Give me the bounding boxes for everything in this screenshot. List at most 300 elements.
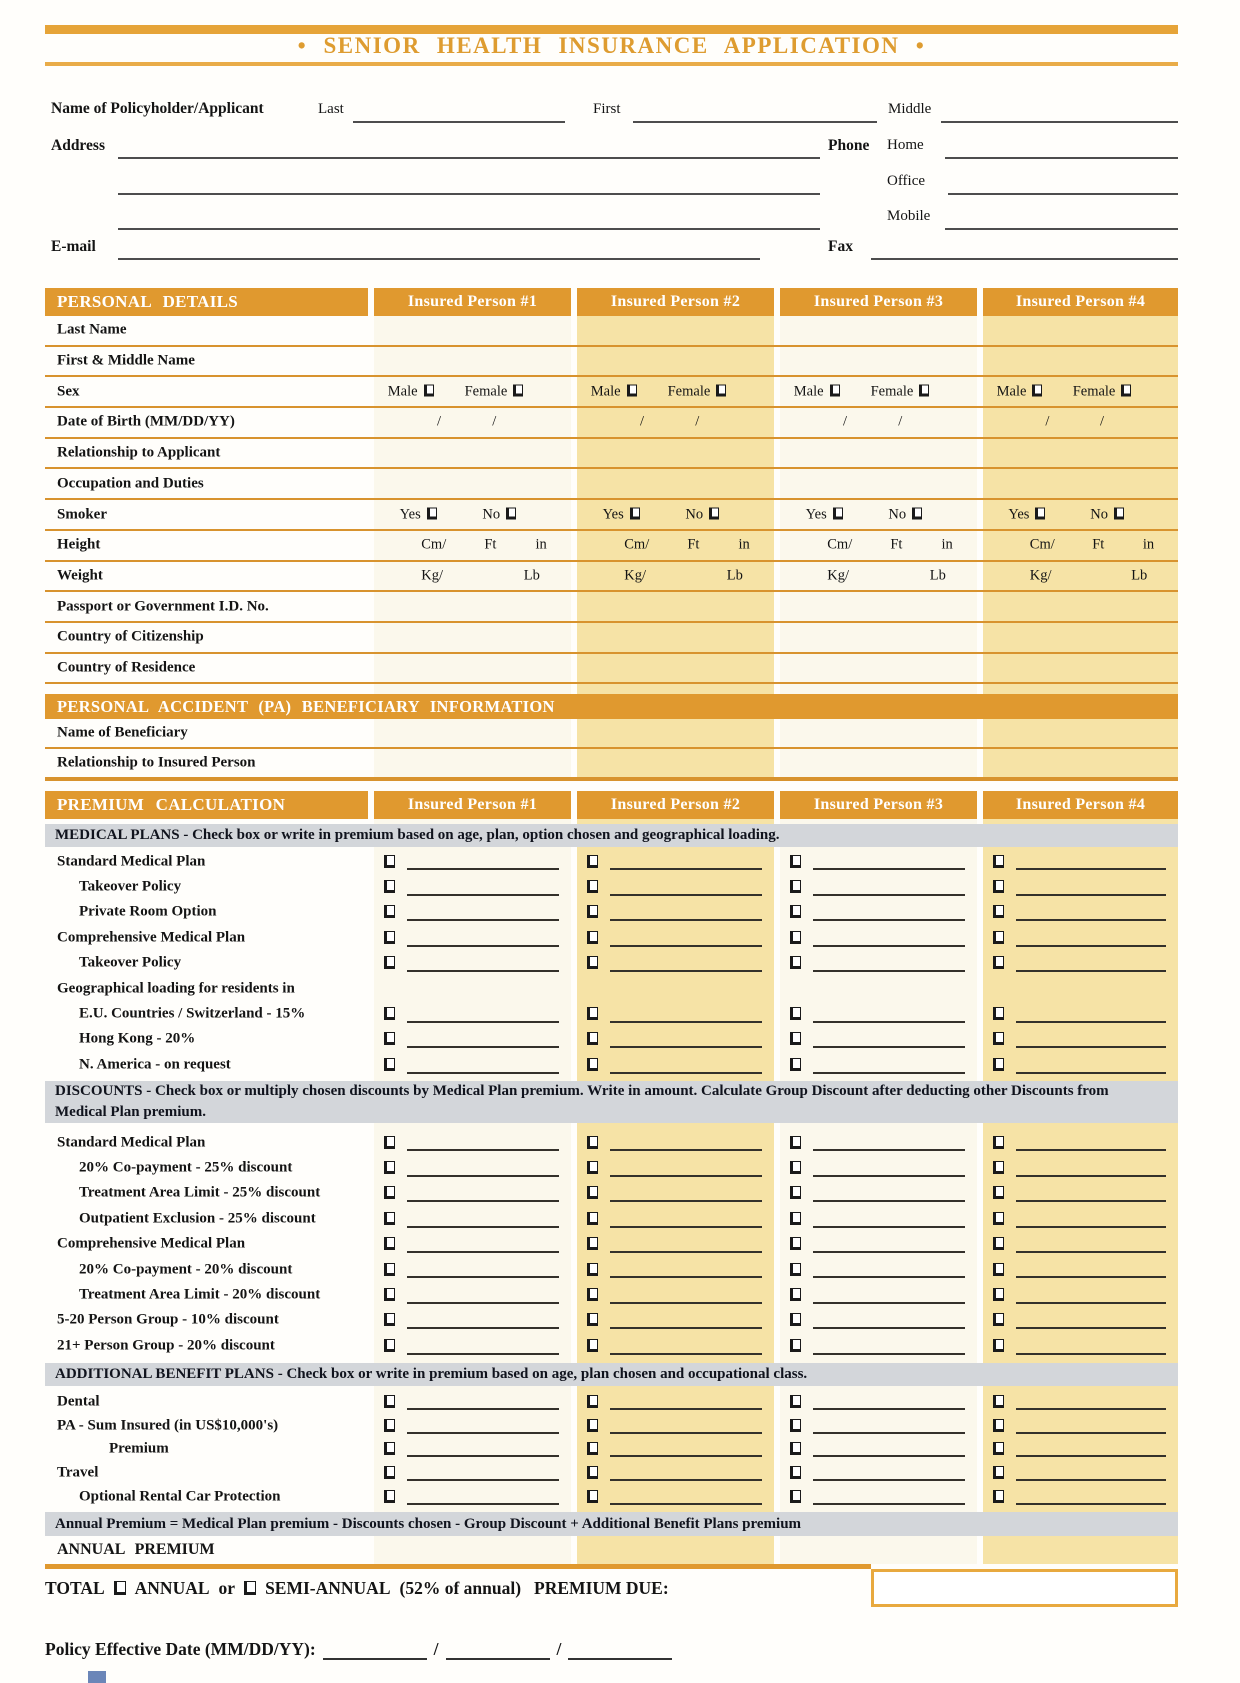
insured-person-4-cell <box>983 1181 1178 1206</box>
insured-person-1-cell <box>374 900 571 925</box>
checkbox-icon[interactable] <box>919 384 929 396</box>
address-line-3[interactable] <box>118 208 820 230</box>
write-in-line[interactable] <box>407 1302 559 1304</box>
insured-person-4-cell <box>983 1333 1178 1358</box>
checkbox-icon[interactable] <box>587 1212 598 1225</box>
checkbox-icon[interactable] <box>587 905 598 918</box>
write-in-line[interactable] <box>1016 1149 1166 1151</box>
checkbox-icon[interactable] <box>790 1161 801 1174</box>
write-in-line[interactable] <box>1016 1072 1166 1074</box>
row-treatment-area-limit-25-discount <box>45 1181 1178 1206</box>
write-in-line[interactable] <box>813 1408 965 1410</box>
checkbox-icon[interactable] <box>384 1032 395 1045</box>
checkbox-icon[interactable] <box>384 880 395 893</box>
checkbox-icon[interactable] <box>790 931 801 944</box>
checkbox-icon[interactable] <box>587 1186 598 1199</box>
row-country-of-residence <box>45 654 1178 685</box>
write-in-line[interactable] <box>610 1251 762 1253</box>
checkbox-icon[interactable] <box>993 880 1004 893</box>
checkbox-icon[interactable] <box>384 1419 395 1432</box>
write-in-line[interactable] <box>407 945 559 947</box>
date-separator: / <box>492 413 497 430</box>
insured-person-3-cell <box>780 849 977 874</box>
insured-person-1-cell <box>374 1308 571 1333</box>
checkbox-icon[interactable] <box>587 1466 598 1479</box>
insured-person-3-cell <box>780 439 977 468</box>
email-label: E-mail <box>51 238 96 255</box>
checkbox-icon[interactable] <box>830 384 840 396</box>
checkbox-icon[interactable] <box>627 384 637 396</box>
write-in-line[interactable] <box>1016 1021 1166 1023</box>
option-male <box>997 383 1043 400</box>
checkbox-icon[interactable] <box>709 507 719 519</box>
checkbox-icon[interactable] <box>790 1032 801 1045</box>
row-label: Dental <box>57 1393 100 1410</box>
write-in-line[interactable] <box>813 970 965 972</box>
row-dental <box>45 1390 1178 1414</box>
option-yes <box>400 506 437 523</box>
write-in-line[interactable] <box>407 1251 559 1253</box>
write-in-line[interactable] <box>407 1503 559 1505</box>
write-in-line[interactable] <box>407 970 559 972</box>
write-in-line[interactable] <box>407 1046 559 1048</box>
option-no <box>685 506 719 523</box>
address-line-2[interactable] <box>118 173 820 195</box>
insured-person-2-cell <box>577 1257 774 1282</box>
write-in-line[interactable] <box>610 1046 762 1048</box>
semi-annual-label: SEMI-ANNUAL <box>265 1577 391 1598</box>
write-in-line[interactable] <box>1016 1302 1166 1304</box>
row-label: Geographical loading for residents in <box>57 980 295 997</box>
write-in-line[interactable] <box>1016 868 1166 870</box>
premium-due-box[interactable] <box>871 1569 1178 1607</box>
checkbox-icon[interactable] <box>993 1466 1004 1479</box>
semi-annual-note: (52% of annual) <box>399 1577 522 1598</box>
row-name-of-beneficiary <box>45 719 1178 749</box>
checkbox-icon[interactable] <box>587 1395 598 1408</box>
checkbox-icon[interactable] <box>790 1288 801 1301</box>
write-in-line[interactable] <box>1016 1503 1166 1505</box>
unit-label: Cm/ <box>624 536 650 553</box>
option-label: No <box>685 506 704 523</box>
checkbox-icon[interactable] <box>427 507 437 519</box>
write-in-line[interactable] <box>610 1200 762 1202</box>
write-in-line[interactable] <box>1016 1276 1166 1278</box>
write-in-line[interactable] <box>610 1408 762 1410</box>
insured-person-3-cell <box>780 408 977 437</box>
unit-label: Ft <box>687 536 700 553</box>
insured-person-4-cell <box>983 1130 1178 1155</box>
insured-person-3-cell <box>780 951 977 976</box>
option-no <box>482 506 516 523</box>
option-label: Female <box>667 383 711 400</box>
checkbox-icon[interactable] <box>384 1313 395 1326</box>
write-in-line[interactable] <box>1016 1046 1166 1048</box>
middle-name-line[interactable] <box>941 101 1178 123</box>
row-treatment-area-limit-20-discount <box>45 1282 1178 1307</box>
checkbox-icon[interactable] <box>587 931 598 944</box>
write-in-line[interactable] <box>813 1251 965 1253</box>
insured-person-1-cell <box>374 1130 571 1155</box>
checkbox-icon[interactable] <box>587 880 598 893</box>
checkbox-icon[interactable] <box>993 956 1004 969</box>
checkbox-icon[interactable] <box>384 855 395 868</box>
personal-accident-pa-beneficiary-information-header: PERSONAL ACCIDENT (PA) BENEFICIARY INFORMATION <box>45 694 1178 719</box>
checkbox-icon[interactable] <box>384 1186 395 1199</box>
checkbox-icon[interactable] <box>506 507 516 519</box>
write-in-line[interactable] <box>813 1327 965 1329</box>
write-in-line[interactable] <box>813 868 965 870</box>
checkbox-icon[interactable] <box>384 1212 395 1225</box>
checkbox-icon[interactable] <box>790 1186 801 1199</box>
write-in-line[interactable] <box>1016 894 1166 896</box>
address-label: Address <box>51 137 105 154</box>
unit-label: in <box>1142 536 1155 553</box>
total-label: TOTAL <box>45 1577 105 1598</box>
checkbox-icon[interactable] <box>993 1263 1004 1276</box>
policy-date-year-line[interactable] <box>568 1640 672 1660</box>
write-in-line[interactable] <box>1016 970 1166 972</box>
checkbox-icon[interactable] <box>790 1339 801 1352</box>
checkbox-icon[interactable] <box>384 1490 395 1503</box>
insured-person-1-cell <box>374 1485 571 1509</box>
write-in-line[interactable] <box>813 1226 965 1228</box>
write-in-line[interactable] <box>813 1503 965 1505</box>
option-label: Male <box>387 383 418 400</box>
checkbox-icon[interactable] <box>790 1313 801 1326</box>
checkbox-icon[interactable] <box>790 1136 801 1149</box>
first-name-line[interactable] <box>633 101 877 123</box>
insured-person-1-header: Insured Person #1 <box>374 791 571 819</box>
write-in-line[interactable] <box>610 1353 762 1355</box>
insured-person-2-cell <box>577 562 774 591</box>
checkbox-icon[interactable] <box>993 1419 1004 1432</box>
write-in-line[interactable] <box>407 1276 559 1278</box>
checkbox-icon[interactable] <box>384 1466 395 1479</box>
checkbox-icon[interactable] <box>993 1058 1004 1071</box>
insured-person-1-cell <box>374 1232 571 1257</box>
checkbox-icon[interactable] <box>587 1490 598 1503</box>
write-in-line[interactable] <box>407 1200 559 1202</box>
checkbox-icon[interactable] <box>790 905 801 918</box>
phone-mobile-line[interactable] <box>945 208 1178 230</box>
unit-label: Kg/ <box>421 567 444 584</box>
row-label: Passport or Government I.D. No. <box>57 598 269 615</box>
insured-person-2-cell <box>577 408 774 437</box>
write-in-line[interactable] <box>1016 1200 1166 1202</box>
unit-label: Lb <box>1131 567 1148 584</box>
checkbox-icon[interactable] <box>993 1186 1004 1199</box>
insured-person-3-cell <box>780 1206 977 1231</box>
option-female <box>668 383 727 400</box>
write-in-line[interactable] <box>610 970 762 972</box>
write-in-line[interactable] <box>610 1455 762 1457</box>
checkbox-icon[interactable] <box>384 1161 395 1174</box>
checkbox-icon[interactable] <box>384 1288 395 1301</box>
phone-office-line[interactable] <box>948 173 1178 195</box>
insured-person-3-cell <box>780 531 977 560</box>
write-in-line[interactable] <box>813 1021 965 1023</box>
section-bar-medical-plans: MEDICAL PLANS - Check box or write in premium based on age, plan, option chosen and geographical loading. <box>45 824 1178 847</box>
write-in-line[interactable] <box>407 1408 559 1410</box>
write-in-line[interactable] <box>813 1149 965 1151</box>
checkbox-icon[interactable] <box>912 507 922 519</box>
checkbox-icon[interactable] <box>384 1395 395 1408</box>
annual-checkbox-icon[interactable] <box>114 1581 126 1595</box>
write-in-line[interactable] <box>813 1302 965 1304</box>
fax-line[interactable] <box>871 238 1178 260</box>
insured-person-4-cell <box>983 1461 1178 1485</box>
policy-date-month-line[interactable] <box>323 1640 427 1660</box>
checkbox-icon[interactable] <box>790 1490 801 1503</box>
checkbox-icon[interactable] <box>587 1339 598 1352</box>
checkbox-icon[interactable] <box>993 1007 1004 1020</box>
middle-name-label: Middle <box>888 101 932 117</box>
checkbox-icon[interactable] <box>790 1007 801 1020</box>
insured-person-2-cell <box>577 623 774 652</box>
write-in-line[interactable] <box>813 1353 965 1355</box>
checkbox-icon[interactable] <box>587 855 598 868</box>
insured-person-4-cell <box>983 849 1178 874</box>
checkbox-icon[interactable] <box>833 507 843 519</box>
insured-person-4-cell <box>983 1155 1178 1180</box>
write-in-line[interactable] <box>610 1432 762 1434</box>
insured-person-4-cell <box>983 1485 1178 1509</box>
checkbox-icon[interactable] <box>384 1058 395 1071</box>
write-in-line[interactable] <box>610 1302 762 1304</box>
write-in-line[interactable] <box>610 868 762 870</box>
checkbox-icon[interactable] <box>790 1058 801 1071</box>
checkbox-icon[interactable] <box>384 1007 395 1020</box>
checkbox-icon[interactable] <box>790 1212 801 1225</box>
address-line-1[interactable] <box>118 137 820 159</box>
date-separator: / <box>843 413 848 430</box>
write-in-line[interactable] <box>407 1072 559 1074</box>
write-in-line[interactable] <box>1016 1175 1166 1177</box>
checkbox-icon[interactable] <box>993 1313 1004 1326</box>
write-in-line[interactable] <box>610 1479 762 1481</box>
checkbox-icon[interactable] <box>790 1263 801 1276</box>
checkbox-icon[interactable] <box>716 384 726 396</box>
policy-date-day-line[interactable] <box>446 1640 550 1660</box>
unit-label: in <box>941 536 953 553</box>
checkbox-icon[interactable] <box>587 1136 598 1149</box>
write-in-line[interactable] <box>407 868 559 870</box>
write-in-line[interactable] <box>1016 1353 1166 1355</box>
checkbox-icon[interactable] <box>587 1419 598 1432</box>
write-in-line[interactable] <box>813 919 965 921</box>
checkbox-icon[interactable] <box>384 931 395 944</box>
checkbox-icon[interactable] <box>384 956 395 969</box>
write-in-line[interactable] <box>610 1149 762 1151</box>
checkbox-icon[interactable] <box>384 1136 395 1149</box>
checkbox-icon[interactable] <box>790 1466 801 1479</box>
row-takeover-policy <box>45 951 1178 976</box>
checkbox-icon[interactable] <box>424 384 434 396</box>
checkbox-icon[interactable] <box>587 1058 598 1071</box>
checkbox-icon[interactable] <box>1035 507 1045 519</box>
write-in-line[interactable] <box>813 894 965 896</box>
write-in-line[interactable] <box>407 1226 559 1228</box>
checkbox-icon[interactable] <box>790 855 801 868</box>
checkbox-icon[interactable] <box>587 956 598 969</box>
write-in-line[interactable] <box>1016 1479 1166 1481</box>
row-label: 21+ Person Group - 20% discount <box>57 1337 275 1354</box>
write-in-line[interactable] <box>1016 1251 1166 1253</box>
write-in-line[interactable] <box>610 945 762 947</box>
checkbox-icon[interactable] <box>993 1161 1004 1174</box>
unit-label: Cm/ <box>421 536 447 553</box>
date-separator: / <box>433 1639 439 1659</box>
email-line[interactable] <box>118 238 760 260</box>
last-name-line[interactable] <box>353 101 565 123</box>
write-in-line[interactable] <box>813 1175 965 1177</box>
insured-person-3-cell <box>780 1001 977 1026</box>
insured-person-3-cell <box>780 1027 977 1052</box>
checkbox-icon[interactable] <box>513 384 523 396</box>
checkbox-icon[interactable] <box>384 1442 395 1455</box>
checkbox-icon[interactable] <box>587 1313 598 1326</box>
checkbox-icon[interactable] <box>587 1007 598 1020</box>
row-label: Country of Residence <box>57 659 196 676</box>
checkbox-icon[interactable] <box>1114 507 1124 519</box>
option-label: Male <box>793 383 824 400</box>
write-in-line[interactable] <box>407 1455 559 1457</box>
checkbox-icon[interactable] <box>993 1288 1004 1301</box>
checkbox-icon[interactable] <box>790 1419 801 1432</box>
checkbox-icon[interactable] <box>790 1395 801 1408</box>
row-label: First & Middle Name <box>57 352 195 369</box>
write-in-line[interactable] <box>407 894 559 896</box>
checkbox-icon[interactable] <box>1121 384 1131 396</box>
checkbox-icon[interactable] <box>384 1237 395 1250</box>
checkbox-icon[interactable] <box>993 1237 1004 1250</box>
semi-annual-checkbox-icon[interactable] <box>244 1581 256 1595</box>
write-in-line[interactable] <box>813 945 965 947</box>
write-in-line[interactable] <box>610 1175 762 1177</box>
write-in-line[interactable] <box>610 894 762 896</box>
write-in-line[interactable] <box>1016 945 1166 947</box>
checkbox-icon[interactable] <box>790 956 801 969</box>
write-in-line[interactable] <box>610 1021 762 1023</box>
checkbox-icon[interactable] <box>993 1395 1004 1408</box>
insured-person-4-cell <box>983 592 1178 621</box>
write-in-line[interactable] <box>1016 1408 1166 1410</box>
write-in-line[interactable] <box>1016 1455 1166 1457</box>
insured-person-3-cell <box>780 592 977 621</box>
checkbox-icon[interactable] <box>630 507 640 519</box>
checkbox-icon[interactable] <box>790 880 801 893</box>
section-bar-additional-benefit-plans: ADDITIONAL BENEFIT PLANS - Check box or write in premium based on age, plan chosen and occupational class. <box>45 1363 1178 1386</box>
write-in-line[interactable] <box>813 1455 965 1457</box>
checkbox-icon[interactable] <box>993 1339 1004 1352</box>
checkbox-icon[interactable] <box>1032 384 1042 396</box>
insured-person-1-cell <box>374 562 571 591</box>
row-country-of-citizenship <box>45 623 1178 654</box>
checkbox-icon[interactable] <box>587 1237 598 1250</box>
write-in-line[interactable] <box>610 1226 762 1228</box>
phone-mobile-label: Mobile <box>887 208 931 224</box>
write-in-line[interactable] <box>813 1072 965 1074</box>
write-in-line[interactable] <box>1016 919 1166 921</box>
checkbox-icon[interactable] <box>993 905 1004 918</box>
write-in-line[interactable] <box>407 919 559 921</box>
insured-person-4-cell <box>983 1232 1178 1257</box>
insured-person-1-cell <box>374 654 571 683</box>
write-in-line[interactable] <box>610 1276 762 1278</box>
phone-home-line[interactable] <box>945 137 1178 159</box>
option-label: Yes <box>805 506 827 523</box>
insured-person-1-cell <box>374 377 571 406</box>
checkbox-icon[interactable] <box>587 1161 598 1174</box>
write-in-line[interactable] <box>1016 1432 1166 1434</box>
write-in-line[interactable] <box>1016 1226 1166 1228</box>
insured-person-1-cell <box>374 1027 571 1052</box>
checkbox-icon[interactable] <box>587 1288 598 1301</box>
option-label: Yes <box>1008 506 1030 523</box>
checkbox-icon[interactable] <box>993 1212 1004 1225</box>
insured-person-3-cell <box>780 1333 977 1358</box>
checkbox-icon[interactable] <box>587 1032 598 1045</box>
write-in-line[interactable] <box>813 1432 965 1434</box>
insured-person-3-cell <box>780 1232 977 1257</box>
write-in-line[interactable] <box>610 1327 762 1329</box>
premium-calculation-header: PREMIUM CALCULATION <box>45 791 368 819</box>
row-label: Treatment Area Limit - 20% discount <box>79 1286 321 1303</box>
insured-person-4-cell <box>983 951 1178 976</box>
write-in-line[interactable] <box>407 1175 559 1177</box>
write-in-line[interactable] <box>407 1479 559 1481</box>
checkbox-icon[interactable] <box>790 1237 801 1250</box>
checkbox-icon[interactable] <box>587 1263 598 1276</box>
row-occupation-and-duties <box>45 470 1178 501</box>
checkbox-icon[interactable] <box>384 1339 395 1352</box>
write-in-line[interactable] <box>610 919 762 921</box>
insured-person-4-cell <box>983 1414 1178 1438</box>
write-in-line[interactable] <box>813 1046 965 1048</box>
write-in-line[interactable] <box>610 1503 762 1505</box>
insured-person-1-cell <box>374 749 571 777</box>
write-in-line[interactable] <box>407 1327 559 1329</box>
write-in-line[interactable] <box>610 1072 762 1074</box>
checkbox-icon[interactable] <box>993 931 1004 944</box>
checkbox-icon[interactable] <box>993 1032 1004 1045</box>
checkbox-icon[interactable] <box>993 855 1004 868</box>
write-in-line[interactable] <box>407 1021 559 1023</box>
checkbox-icon[interactable] <box>384 905 395 918</box>
write-in-line[interactable] <box>1016 1327 1166 1329</box>
insured-person-1-cell <box>374 1461 571 1485</box>
row-pa-sum-insured-in-us-10-000-s <box>45 1414 1178 1438</box>
write-in-line[interactable] <box>813 1479 965 1481</box>
insured-person-1-cell <box>374 1155 571 1180</box>
checkbox-icon[interactable] <box>993 1490 1004 1503</box>
row-optional-rental-car-protection <box>45 1485 1178 1509</box>
option-label: No <box>1090 506 1108 523</box>
checkbox-icon[interactable] <box>587 1442 598 1455</box>
write-in-line[interactable] <box>813 1200 965 1202</box>
checkbox-icon[interactable] <box>993 1442 1004 1455</box>
checkbox-icon[interactable] <box>790 1442 801 1455</box>
checkbox-icon[interactable] <box>993 1136 1004 1149</box>
row-standard-medical-plan <box>45 1130 1178 1155</box>
checkbox-icon[interactable] <box>384 1263 395 1276</box>
write-in-line[interactable] <box>407 1353 559 1355</box>
write-in-line[interactable] <box>407 1432 559 1434</box>
write-in-line[interactable] <box>407 1149 559 1151</box>
option-label: Female <box>870 383 914 400</box>
write-in-line[interactable] <box>813 1276 965 1278</box>
